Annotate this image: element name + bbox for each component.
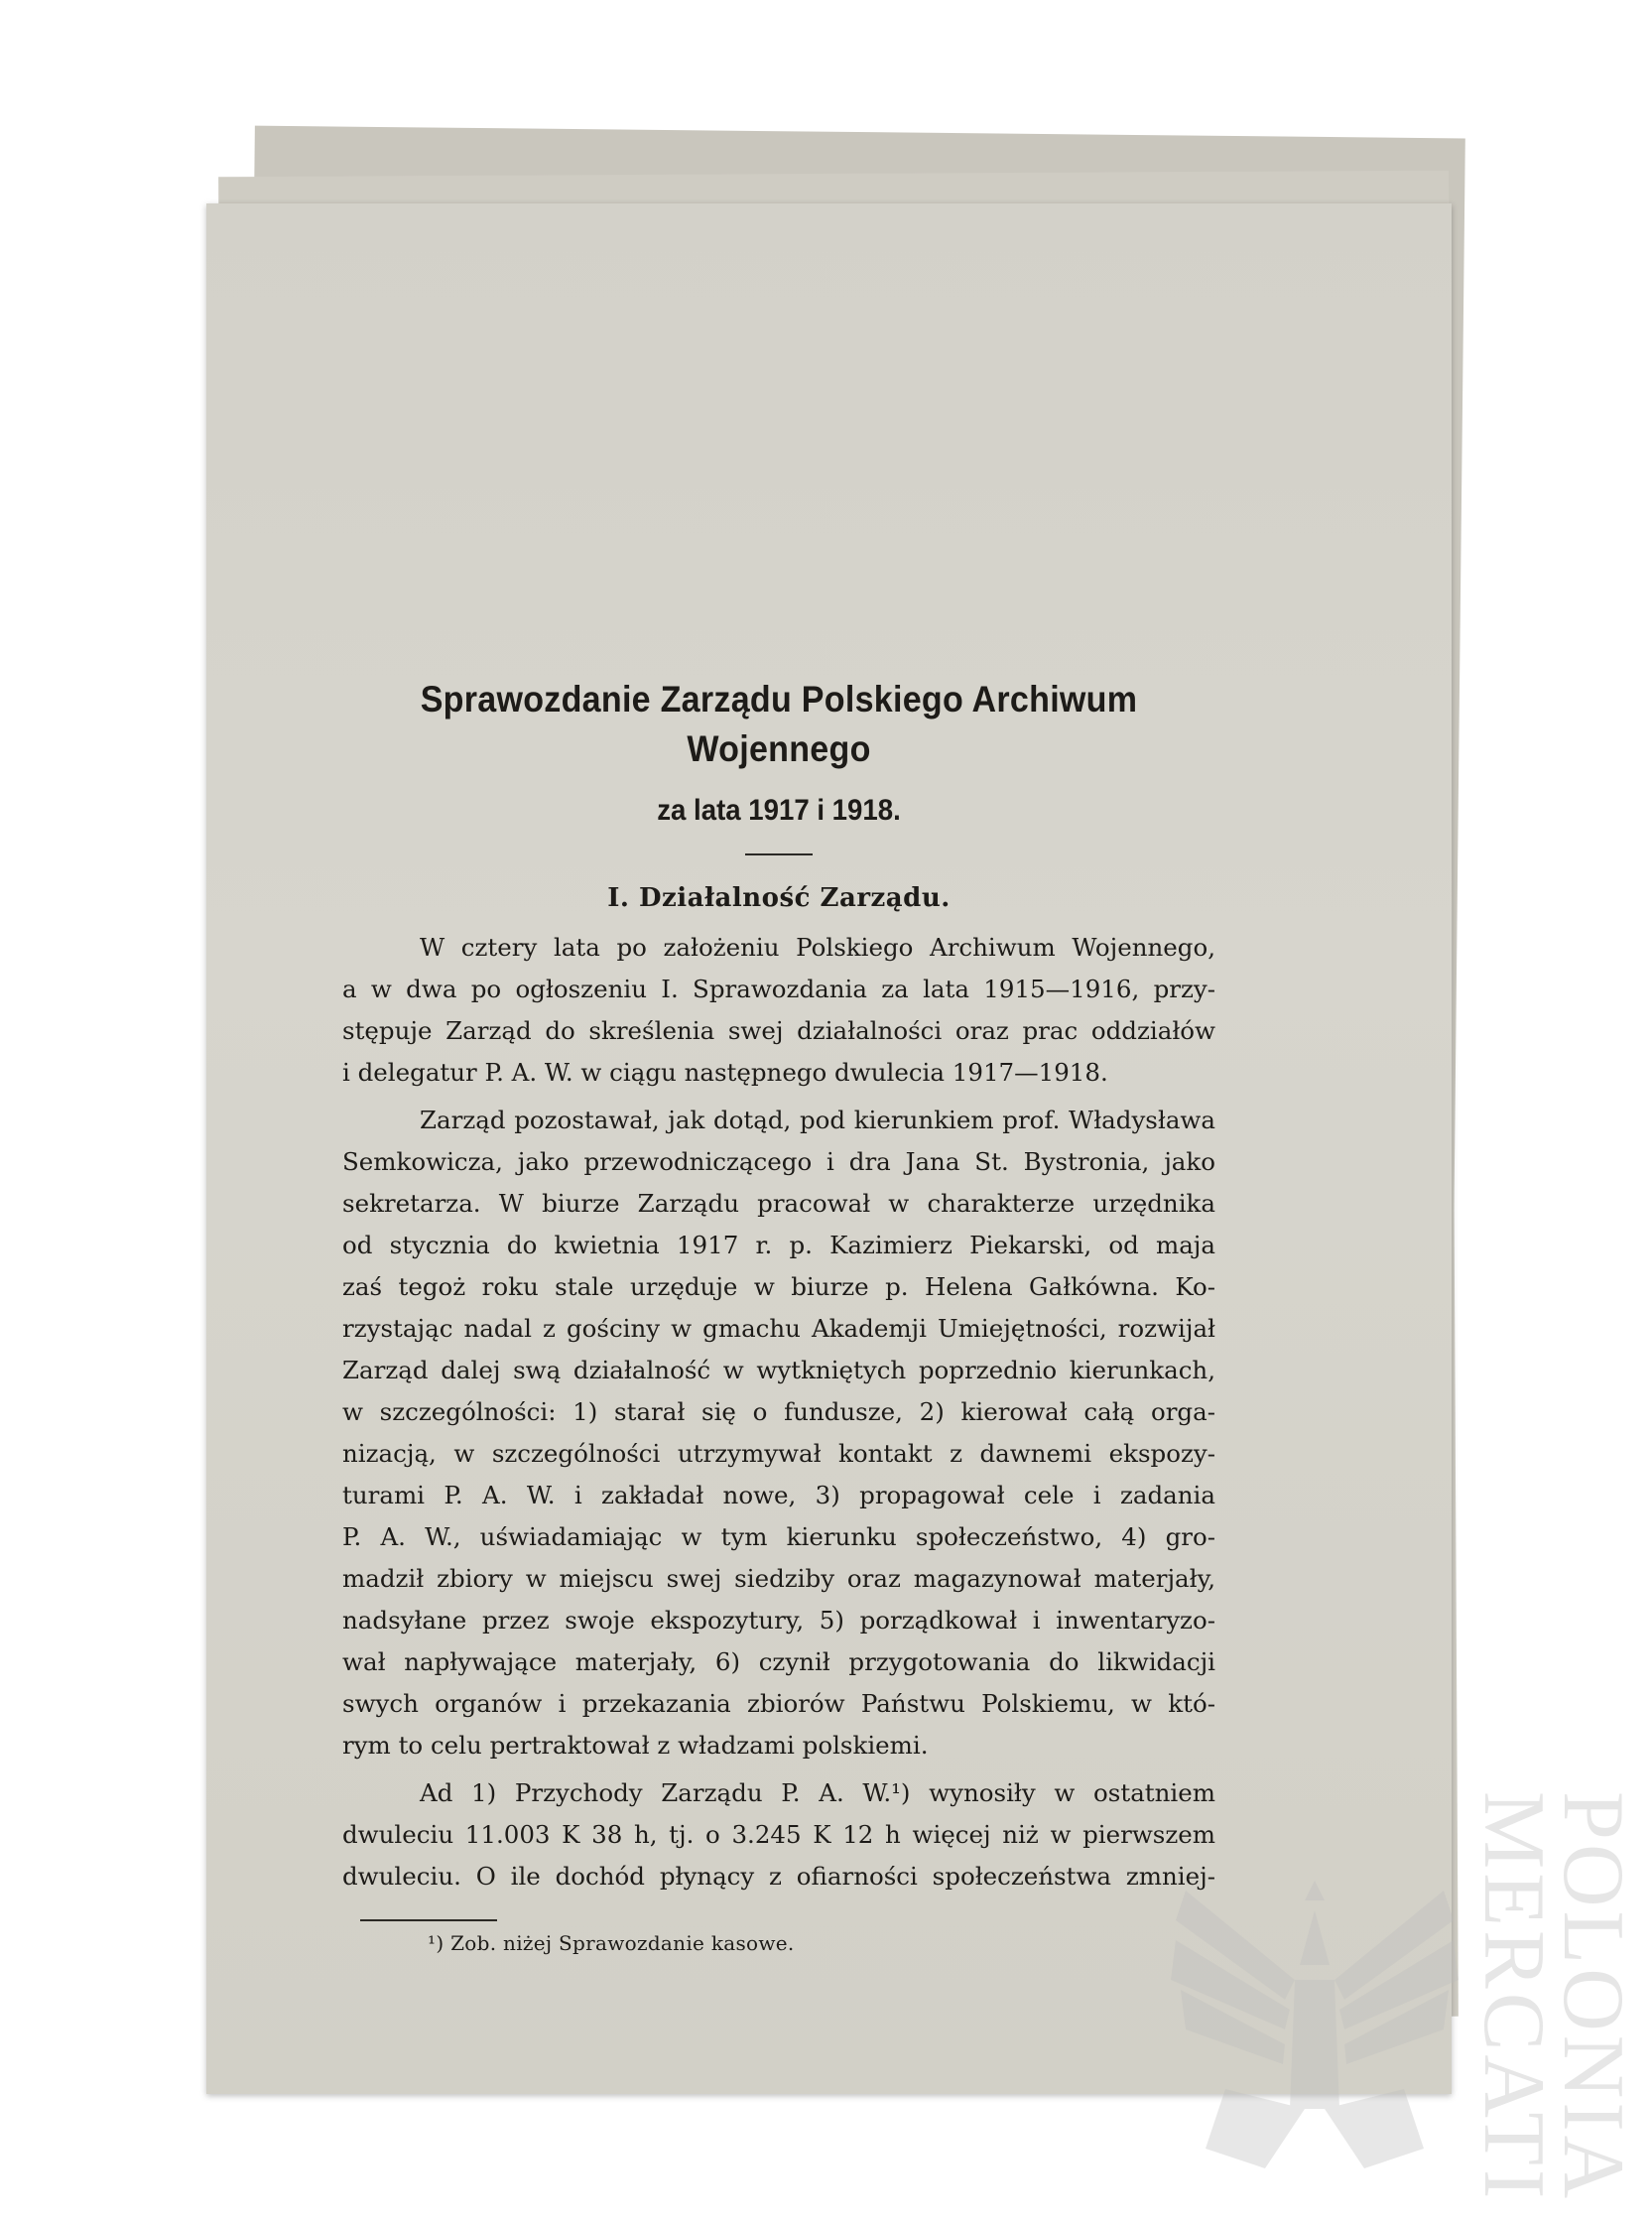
paragraph [342, 1772, 1215, 1897]
paragraph [342, 927, 1215, 1094]
text-line: dwuleciu 11.003 K 38 h, tj. o 3.245 K 12 h więcej niż w pierwszem [342, 1820, 1215, 1849]
eagle-icon [1166, 1791, 1463, 2188]
footnote: ¹) Zob. niżej Sprawozdanie kasowe. [428, 1931, 795, 1955]
text-line: a w dwa po ogłoszeniu I. Sprawozdania za lata 1915—1916, przy- [342, 975, 1215, 1003]
text-line: W cztery lata po założeniu Polskiego Archiwum Wojennego, [420, 933, 1215, 962]
text-line: wał napływające materjały, 6) czynił przygotowania do likwidacji [342, 1647, 1215, 1676]
document-body [342, 675, 1215, 1955]
text-line: nadsyłane przez swoje ekspozytury, 5) porządkował i inwentaryzo- [342, 1606, 1215, 1635]
watermark-text: POLONIA [1545, 1791, 1641, 2203]
text-line: rzystając nadal z gościny w gmachu Akademji Umiejętności, rozwijał [342, 1314, 1215, 1343]
text-line: zaś tegoż roku stale urzęduje w biurze p. Helena Gałkówna. Ko- [342, 1272, 1215, 1301]
text-line: sekretarza. W biurze Zarządu pracował w charakterze urzędnika [342, 1189, 1215, 1218]
text-line: Zarząd dalej swą działalność w wytkniętych poprzednio kierunkach, [342, 1356, 1215, 1384]
text-line: i delegatur P. A. W. w ciągu następnego dwulecia 1917—1918. [342, 1058, 1108, 1087]
text-line: w szczególności: 1) starał się o fundusze, 2) kierował całą orga- [342, 1397, 1215, 1426]
footnote-divider [360, 1919, 497, 1921]
text-line: Ad 1) Przychody Zarządu P. A. W.¹) wynosiły w ostatniem [420, 1778, 1215, 1807]
text-line: od stycznia do kwietnia 1917 r. p. Kazimierz Piekarski, od maja [342, 1231, 1215, 1259]
text-line: madził zbiory w miejscu swej siedziby oraz magazynował materjały, [342, 1564, 1215, 1593]
text-line: stępuje Zarząd do skreślenia swej działalności oraz prac oddziałów [342, 1016, 1215, 1045]
watermark-text: MERCATI [1465, 1791, 1562, 2203]
text-line: swych organów i przekazania zbiorów Państwu Polskiemu, w któ- [342, 1689, 1215, 1718]
text-line: P. A. W., uświadamiając w tym kierunku społeczeństwo, 4) gro- [342, 1522, 1215, 1551]
text-line: Zarząd pozostawał, jak dotąd, pod kierunkiem prof. Władysława [420, 1106, 1215, 1134]
text-line: nizacją, w szczególności utrzymywał kontakt z dawnemi ekspozy- [342, 1439, 1215, 1468]
document-title: Sprawozdanie Zarządu Polskiego Archiwum Wojennego [420, 679, 1138, 769]
text-line: rym to celu pertraktował z władzami polskiemi. [342, 1731, 929, 1760]
text-line: turami P. A. W. i zakładał nowe, 3) propagował cele i zadania [342, 1481, 1215, 1509]
text-line: dwuleciu. O ile dochód płynący z ofiarności społeczeństwa zmniej- [342, 1862, 1215, 1891]
title-divider [745, 853, 813, 855]
text-line: Semkowicza, jako przewodniczącego i dra Jana St. Bystronia, jako [342, 1147, 1215, 1176]
watermark-logo [1166, 1791, 1641, 2208]
document-subtitle: za lata 1917 i 1918. [657, 794, 901, 827]
section-heading: I. Działalność Zarządu. [607, 883, 951, 913]
paragraph [342, 1100, 1215, 1766]
